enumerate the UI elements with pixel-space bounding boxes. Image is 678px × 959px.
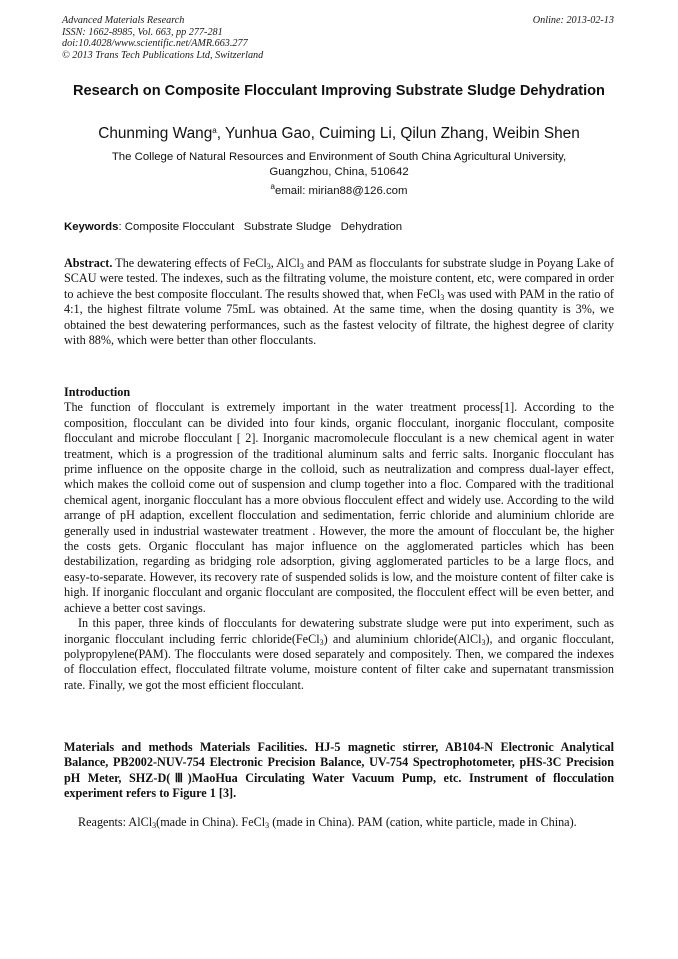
keywords-label: Keywords bbox=[64, 221, 119, 233]
intro-p2-text-3: ), and organic flocculant, polypropylene(PAM). The flocculants were dosed separately and compositely. Then, we compared the indexes of flocculation effect, flocculated filtrate volume, moisture content of filter cake and supernatant transmission rate. Finally, we got the most efficient flocculant. bbox=[64, 631, 615, 692]
subscript: 3 bbox=[481, 637, 486, 647]
affiliation bbox=[70, 150, 608, 180]
subscript: 3 bbox=[265, 821, 270, 830]
introduction-section bbox=[64, 385, 614, 693]
running-header bbox=[62, 15, 614, 61]
subscript: 3 bbox=[319, 637, 324, 647]
subscript: 3 bbox=[152, 821, 157, 830]
subscript: 3 bbox=[266, 262, 271, 271]
affiliation-line-1: The College of Natural Resources and Environment of South China Agricultural University, bbox=[111, 151, 567, 163]
abstract-paragraph bbox=[64, 256, 614, 348]
intro-p2-text-2: ) and aluminium chloride(AlCl bbox=[323, 631, 482, 646]
doi-line: doi:10.4028/www.scientific.net/AMR.663.277 bbox=[62, 38, 248, 50]
introduction-paragraph-1: The function of flocculant is extremely important in the water treatment process[1]. According to the composition, flocculant can be divided into four kinds, organic flocculant, inorganic flocculant, composite flocculant and microbe flocculant [ 2]. Inorganic macromolecule flocculant is a new chemical agent in water treatment, which is a progression of the traditional aluminum salts and ferric salts. Inorganic flocculant has prime influence on the opposite charge in the colloid, such as neutralization and compress dual-layer effect, which makes the colloid come out of suspension and clump together into a floc. Compared with the traditional chemical agent, inorganic flocculant has a more obvious flocculent effect and widely use. According to the wild arrange of pH adaption, excellent flocculation and sedimentation, ferric chloride and aluminium chloride are generally used in industrial wastewater treatment . However, the more the amount of flocculant be, the higher the costs gets. Organic flocculant has major influence on the agglomerated particles which has been destabilization, regarding as bridging role adsorption, giving agglomerated particles to be a large flocs, and easy-to-separate. However, its recovery rate of suspended solids is low, and the moisture content of filter cake is high. If inorganic flocculant and organic flocculant are composited, the flocculent effect will be even better, and achieve a better cost savings. bbox=[64, 400, 614, 615]
abstract bbox=[64, 256, 614, 348]
reagents-text bbox=[64, 815, 614, 830]
author-email bbox=[64, 184, 614, 199]
paper-title: Research on Composite Flocculant Improving Substrate Sludge Dehydration bbox=[73, 83, 605, 99]
introduction-paragraph-2 bbox=[64, 616, 614, 693]
first-author: Chunming Wang bbox=[98, 125, 213, 142]
abstract-text-2: , AlCl bbox=[270, 256, 300, 270]
intro-p2-text-1: In this paper, three kinds of flocculants for dewatering substrate sludge were put into experiment, such as inorganic flocculant including ferric chloride(FeCl bbox=[64, 616, 614, 646]
journal-name: Advanced Materials Research bbox=[62, 15, 185, 26]
methods-section bbox=[64, 740, 614, 802]
reagents-paragraph bbox=[64, 815, 614, 830]
abstract-text-1: The dewatering effects of FeCl bbox=[112, 256, 267, 270]
abstract-text-3: and PAM as flocculants for substrate sludge in Poyang Lake of SCAU were tested. The indexes, such as the filtrating volume, the moisture content, etc, were compared in order to achieve the best composite flocculant. The results showed that, when FeCl bbox=[64, 256, 615, 301]
subscript: 3 bbox=[440, 292, 445, 302]
affiliation-line-2: Guangzhou, China, 510642 bbox=[269, 166, 409, 178]
other-authors: , Yunhua Gao, Cuiming Li, Qilun Zhang, Weibin Shen bbox=[216, 125, 580, 142]
online-date: Online: 2013-02-13 bbox=[532, 15, 614, 26]
abstract-text-4: was used with PAM in the ratio of 4:1, the highest filtrate volume 75mL was obtained. At the same time, when the dosing quantity is 3%, we obtained the best dewatering performances, such as the fastest velocity of filtrate, the highest degree of clarity with 88%, which were better than other flocculants. bbox=[64, 286, 614, 348]
reagents-text-2: (made in China). FeCl bbox=[156, 815, 266, 829]
methods-paragraph: Materials and methods Materials Facilities. HJ-5 magnetic stirrer, AB104-N Electronic Analytical Balance, PB2002-NUV-754 Electronic Precision Balance, UV-754 Spectrophotometer, pHS-3C Precision pH Meter, SHZ-D(Ⅲ)MaoHua Circulating Water Vacuum Pump, etc. Instrument of flocculation experiment refers to Figure 1 [3]. bbox=[64, 740, 614, 801]
email-text: email: mirian88@126.com bbox=[274, 185, 408, 197]
keywords bbox=[64, 220, 614, 235]
introduction-heading: Introduction bbox=[64, 385, 131, 399]
copyright-line: © 2013 Trans Tech Publications Ltd, Switzerland bbox=[62, 49, 264, 61]
issn-line: ISSN: 1662-8985, Vol. 663, pp 277-281 bbox=[62, 26, 223, 38]
abstract-label: Abstract. bbox=[64, 256, 113, 270]
author-affiliation-mark: a bbox=[212, 126, 217, 135]
email-mark: a bbox=[270, 182, 275, 191]
keywords-text: : Composite Flocculant Substrate Sludge Dehydration bbox=[118, 221, 403, 233]
reagents-text-3: (made in China). PAM (cation, white particle, made in China). bbox=[269, 815, 577, 829]
subscript: 3 bbox=[299, 262, 304, 271]
reagents-text-1: Reagents: AlCl bbox=[78, 815, 153, 829]
author-list bbox=[40, 124, 638, 144]
